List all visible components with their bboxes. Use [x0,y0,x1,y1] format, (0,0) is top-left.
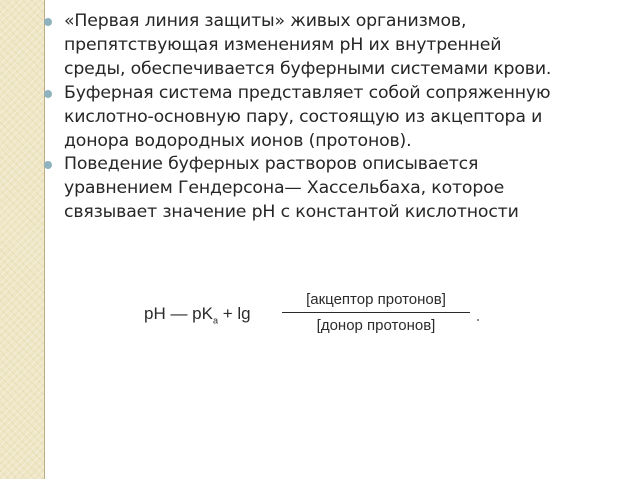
decorative-left-band [0,0,44,479]
bullet-1-line-1: «Первая линия защиты» живых организмов, [64,11,467,31]
bullet-item-2 [40,82,630,154]
formula-ph-pk: pH — pK [144,304,213,323]
bullet-3-line-3: связывает значение рН с константой кислотности [64,202,519,223]
bullet-3-line-1: Поведение буферных растворов описывается [64,154,479,175]
formula-subscript: a [212,315,218,326]
formula-numerator: [акцептор протонов] [306,291,446,308]
slide-content [40,10,630,225]
bullet-1-line-3: среды, обеспечивается буферными системами крови. [64,58,552,79]
bullet-2-line-1: Буферная система представляет собой сопряженную [64,82,551,103]
bullet-2-line-2: кислотно-основную пару, состоящую из акцептора и [64,106,543,127]
bullet-dot-icon [44,90,52,98]
formula-period [477,319,479,321]
formula-fraction [282,290,470,336]
bullet-1-line-2: препятствующая изменениям рН их внутренней [64,34,502,55]
bullet-item-1 [40,10,630,82]
bullet-dot-icon [44,18,52,26]
formula-plus-lg: + lg [218,304,251,323]
fraction-bar [282,312,470,313]
bullet-3-line-2: уравнением Гендерсона— Хассельбаха, которое [64,178,505,199]
bullet-item-3 [40,153,630,225]
bullet-2-line-3: донора водородных ионов (протонов). [64,130,412,151]
bullet-list [40,10,630,225]
formula-left-side [144,304,251,325]
bullet-dot-icon [44,161,52,169]
formula-denominator: [донор протонов] [316,317,436,334]
